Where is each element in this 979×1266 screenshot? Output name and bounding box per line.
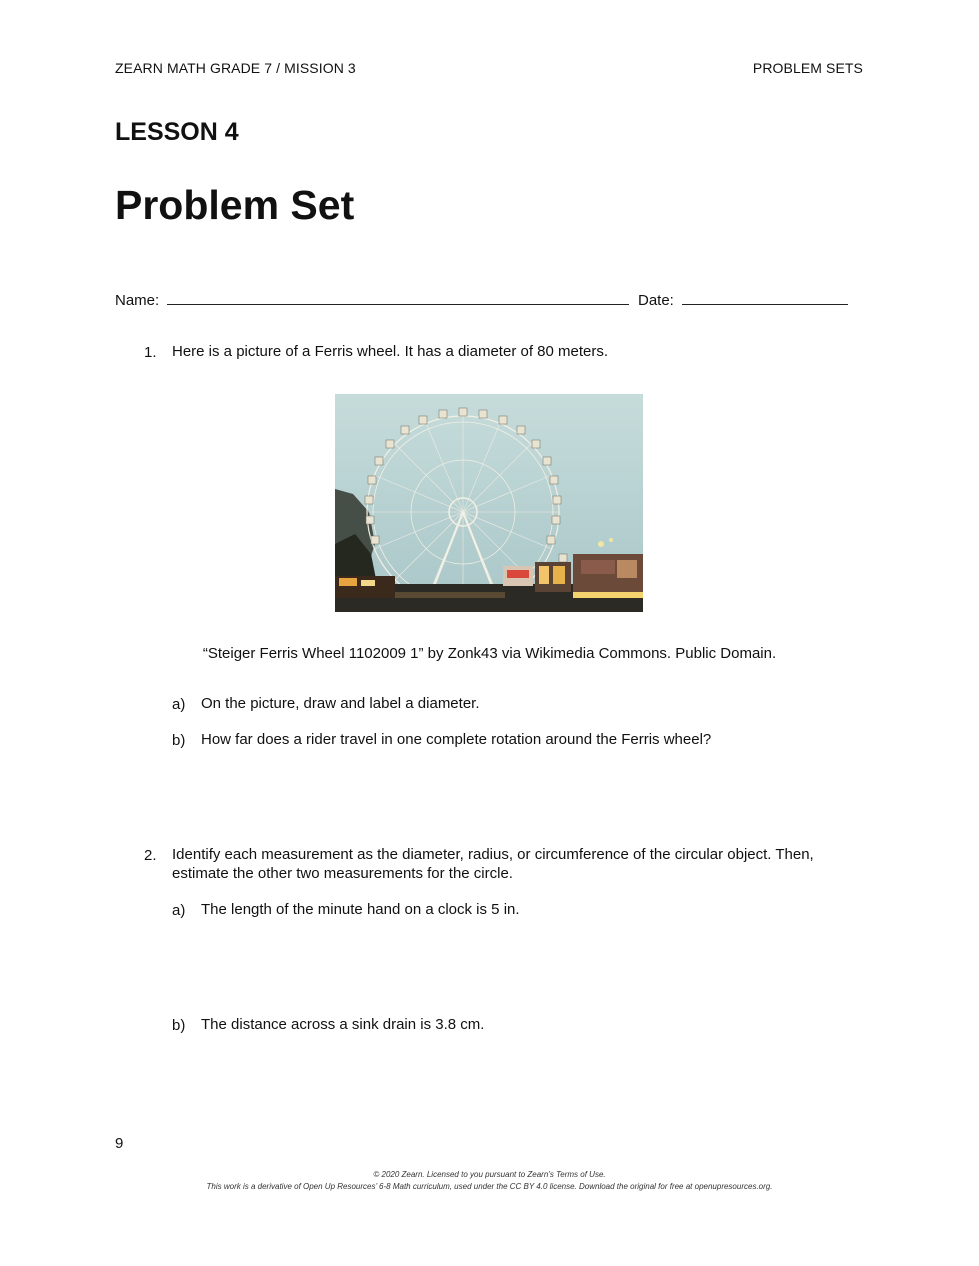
name-blank[interactable] (167, 292, 629, 305)
lesson-label: LESSON 4 (115, 118, 239, 146)
date-field[interactable] (638, 292, 848, 309)
header-left: ZEARN MATH GRADE 7 / MISSION 3 (115, 60, 356, 76)
problem-2b-label: b) (172, 1017, 186, 1034)
problem-1-number: 1. (144, 344, 157, 361)
page-title: Problem Set (115, 182, 355, 228)
date-label: Date: (638, 292, 674, 309)
footer-license: This work is a derivative of Open Up Resources’ 6-8 Math curriculum, used under the CC BY 4.0 license. Download the original for free at openupresources.org. (206, 1182, 773, 1191)
date-blank[interactable] (682, 292, 848, 305)
ferris-wheel-photo (335, 394, 643, 612)
problem-1-text: Here is a picture of a Ferris wheel. It has a diameter of 80 meters. (172, 343, 609, 360)
problem-2-text-line2: estimate the other two measurements for the circle. (172, 865, 513, 882)
name-field[interactable] (115, 292, 629, 309)
page-number: 9 (115, 1135, 124, 1152)
problem-2-number: 2. (144, 847, 157, 864)
name-label: Name: (115, 292, 160, 309)
header-right: PROBLEM SETS (752, 60, 863, 76)
problem-1b-label: b) (172, 732, 186, 749)
problem-2a-text: The length of the minute hand on a clock is 5 in. (201, 901, 520, 918)
problem-1a-text: On the picture, draw and label a diameter. (201, 695, 480, 712)
image-caption: “Steiger Ferris Wheel 1102009 1” by Zonk43 via Wikimedia Commons. Public Domain. (202, 645, 777, 662)
problem-2a-label: a) (172, 902, 186, 919)
problem-1a-label: a) (172, 696, 186, 713)
problem-2b-text: The distance across a sink drain is 3.8 cm. (201, 1016, 485, 1033)
footer-copyright: © 2020 Zearn. Licensed to you pursuant to Zearn’s Terms of Use. (373, 1170, 606, 1179)
problem-1b-text: How far does a rider travel in one complete rotation around the Ferris wheel? (201, 731, 712, 748)
problem-2-text-line1: Identify each measurement as the diameter, radius, or circumference of the circular object. Then, (172, 846, 814, 863)
